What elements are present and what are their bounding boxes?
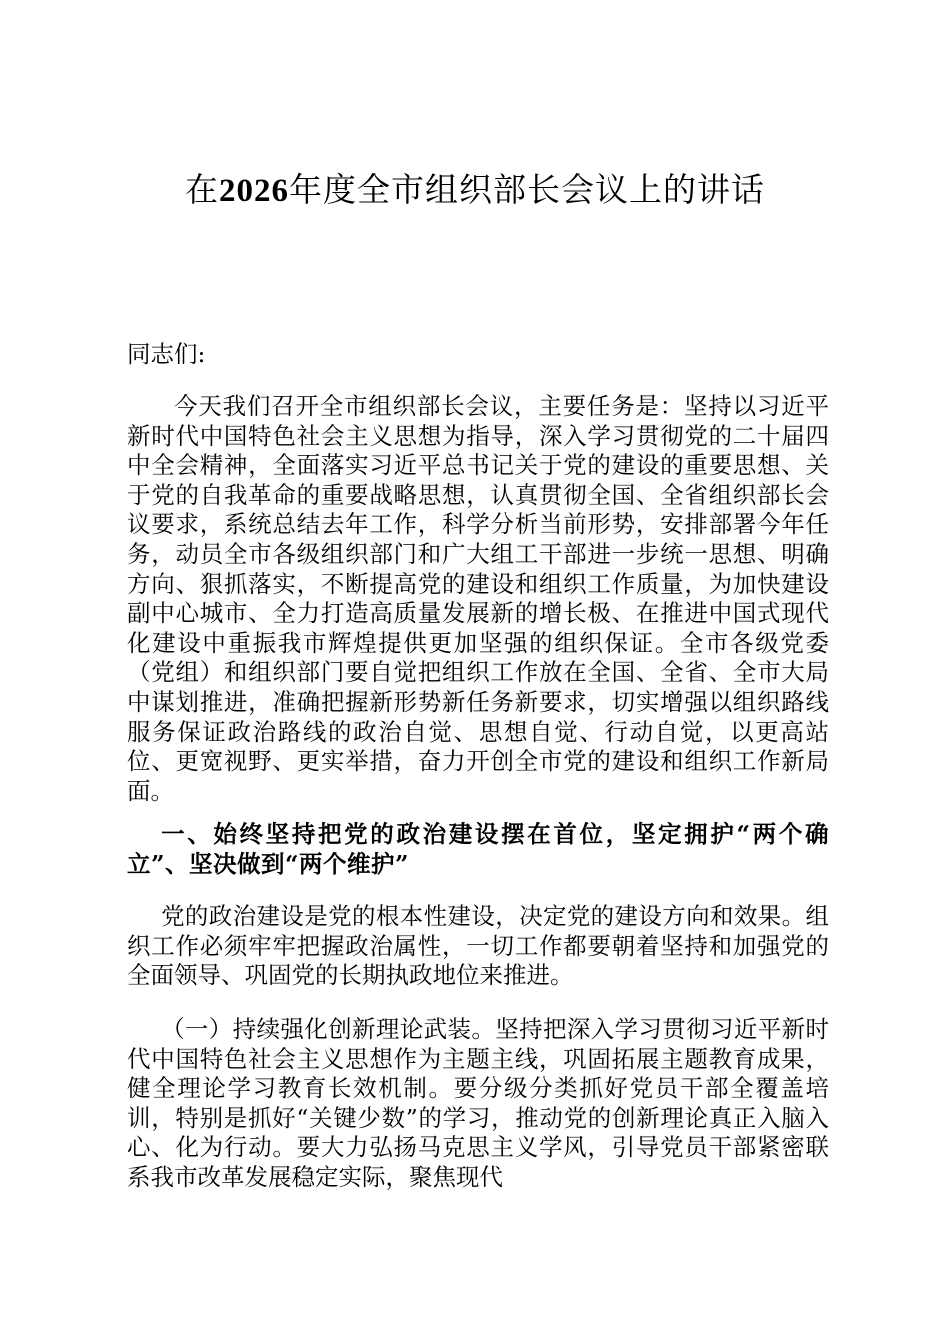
title-prefix: 在 xyxy=(185,170,219,209)
paragraph-political-building: 党的政治建设是党的根本性建设，决定党的建设方向和效果。组织工作必须牢牢把握政治属性，一切工作都要朝着坚持和加强党的全面领导、巩固党的长期执政地位来推进。 xyxy=(127,902,829,990)
document-title xyxy=(0,166,950,215)
paragraph-intro: 今天我们召开全市组织部长会议，主要任务是：坚持以习近平新时代中国特色社会主义思想为指导，深入学习贯彻党的二十届四中全会精神，全面落实习近平总书记关于党的建设的重要思想、关于党的自我革命的重要战略思想，认真贯彻全国、全省组织部长会议要求，系统总结去年工作，科学分析当前形势，安排部署今年任务，动员全市各级组织部门和广大组工干部进一步统一思想、明确方向、狠抓落实，不断提高党的建设和组织工作质量，为加快建设副中心城市、全力打造高质量发展新的增长极、在推进中国式现代化建设中重振我市辉煌提供更加坚强的组织保证。全市各级党委（党组）和组织部门要自觉把组织工作放在全国、全省、全市大局中谋划推进，准确把握新形势新任务新要求，切实增强以组织路线服务保证政治路线的政治自觉、思想自觉、行动自觉，以更高站位、更宽视野、更实举措，奋力开创全市党的建设和组织工作新局面。 xyxy=(127,392,829,805)
salutation: 同志们: xyxy=(127,340,206,368)
title-suffix: 年度全市组织部长会议上的讲话 xyxy=(289,170,765,209)
section-heading-1: 一、始终坚持把党的政治建设摆在首位，坚定拥护“两个确立”、坚决做到“两个维护” xyxy=(127,820,829,878)
title-year: 2026 xyxy=(219,173,289,209)
paragraph-theory-armament: （一）持续强化创新理论武装。坚持把深入学习贯彻习近平新时代中国特色社会主义思想作为主题主线，巩固拓展主题教育成果，健全理论学习教育长效机制。要分级分类抓好党员干部全覆盖培训，特别是抓好“关键少数”的学习，推动党的创新理论真正入脑入心、化为行动。要大力弘扬马克思主义学风，引导党员干部紧密联系我市改革发展稳定实际，聚焦现代 xyxy=(127,1015,829,1191)
